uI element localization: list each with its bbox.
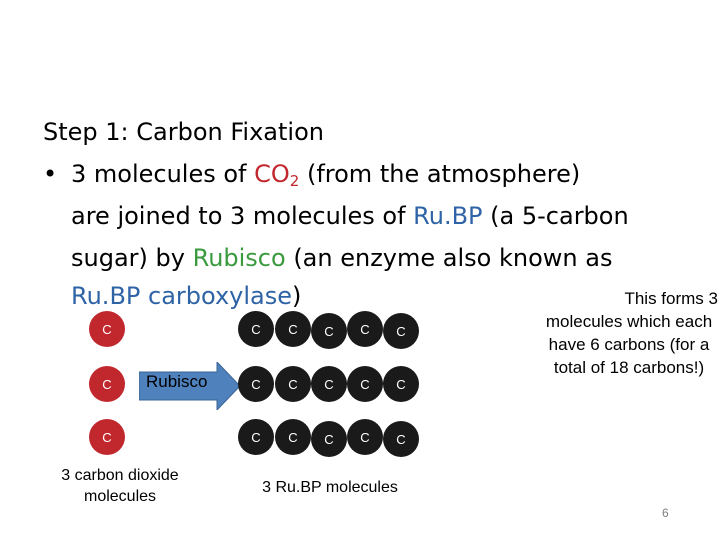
rubp-carbon-atom: C <box>311 366 347 402</box>
rubp-carbon-atom: C <box>275 419 311 455</box>
rubp-carbon-atom: C <box>383 366 419 402</box>
rubp-carbon-atom: C <box>347 311 383 347</box>
rubp-caption: 3 Ru.BP molecules <box>262 479 398 496</box>
rubisco-term: Rubisco <box>192 244 286 272</box>
co2-carbon-atom: C <box>89 419 125 455</box>
bullet-dot: • <box>43 160 58 188</box>
rubp-carbon-atom: C <box>275 366 311 402</box>
bullet-line-1 <box>43 158 580 190</box>
page-number: 6 <box>662 506 669 520</box>
rubisco-label: Rubisco <box>146 372 208 391</box>
rubp-term: Ru.BP <box>413 202 483 230</box>
rubp-carbon-atom: C <box>238 366 274 402</box>
bullet-text: are joined to 3 molecules of <box>71 202 414 230</box>
rubp-carbon-atom: C <box>311 421 347 457</box>
rubp-carbon-atom: C <box>275 311 311 347</box>
side-note <box>540 287 718 379</box>
bullet-text: (from the atmosphere) <box>299 160 581 188</box>
rubp-carbon-atom: C <box>238 419 274 455</box>
co2-term: $CO_2$ <box>254 160 300 190</box>
bullet-text: sugar) by <box>71 244 193 272</box>
bullet-text: (a 5-carbon <box>482 202 629 230</box>
rubp-carbon-atom: C <box>347 419 383 455</box>
bullet-line-3 <box>71 242 612 274</box>
rubp-carbon-atom: C <box>311 313 347 349</box>
slide-heading: Step 1: Carbon Fixation <box>43 118 324 146</box>
rubp-carbon-atom: C <box>238 311 274 347</box>
co2-carbon-atom: C <box>89 366 125 402</box>
side-note-first-line: This forms 3 <box>624 289 718 308</box>
bullet-line-2 <box>71 200 629 232</box>
bullet-text: ) <box>292 282 302 310</box>
bullet-line-4 <box>71 280 301 312</box>
rubp-carboxylase-term: Ru.BP carboxylase <box>71 282 293 310</box>
rubp-carbon-atom: C <box>347 366 383 402</box>
bullet-text: (an enzyme also known as <box>285 244 613 272</box>
rubp-carbon-atom: C <box>383 421 419 457</box>
rubp-carbon-atom: C <box>383 313 419 349</box>
bullet-text: 3 molecules of <box>71 160 255 188</box>
side-note-text: molecules which each have 6 carbons (for a total of 18 carbons!) <box>545 312 713 377</box>
co2-carbon-atom: C <box>89 311 125 347</box>
co2-caption: 3 carbon dioxide molecules <box>61 467 179 505</box>
